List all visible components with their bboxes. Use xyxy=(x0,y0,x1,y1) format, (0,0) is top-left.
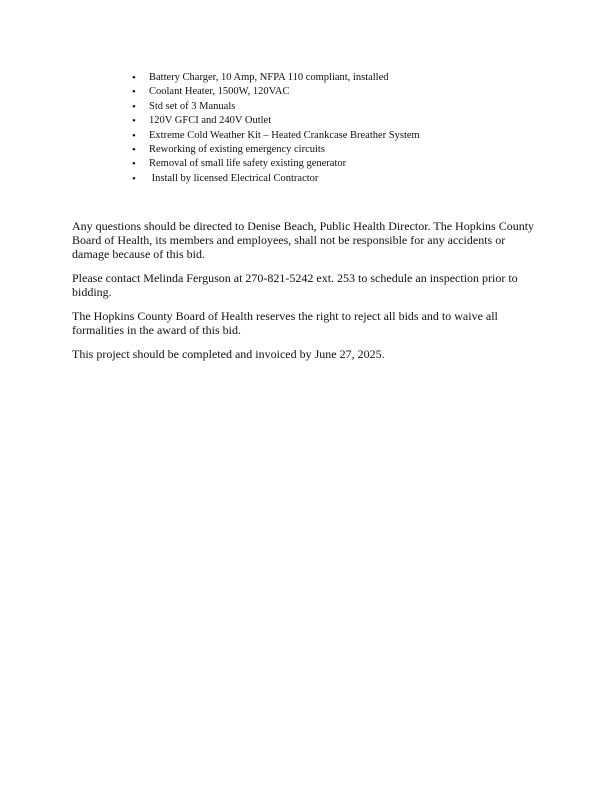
inspection-contact-paragraph: Please contact Melinda Ferguson at 270-821-5242 ext. 253 to schedule an inspection prior to bidding. xyxy=(72,271,518,300)
bullet-item: • Reworking of existing emergency circuits xyxy=(132,143,552,157)
completion-deadline-paragraph: This project should be completed and invoiced by June 27, 2025. xyxy=(72,347,385,361)
bullet-item: • Battery Charger, 10 Amp, NFPA 110 compliant, installed xyxy=(132,71,552,85)
bullet-item: • Std set of 3 Manuals xyxy=(132,100,552,114)
equipment-bullet-list xyxy=(132,71,552,186)
bullet-item: • Coolant Heater, 1500W, 120VAC xyxy=(132,85,552,99)
questions-paragraph: Any questions should be directed to Denise Beach, Public Health Director. The Hopkins County Board of Health, its members and employees, shall not be responsible for any accidents or damage because of this bid. xyxy=(72,219,535,262)
bid-rights-paragraph: The Hopkins County Board of Health reserves the right to reject all bids and to waive all formalities in the award of this bid. xyxy=(72,309,498,338)
bullet-item: • Extreme Cold Weather Kit – Heated Crankcase Breather System xyxy=(132,129,552,143)
bullet-item: • 120V GFCI and 240V Outlet xyxy=(132,114,552,128)
bullet-item: • Install by licensed Electrical Contractor xyxy=(132,172,552,186)
bullet-item: • Removal of small life safety existing generator xyxy=(132,157,552,171)
